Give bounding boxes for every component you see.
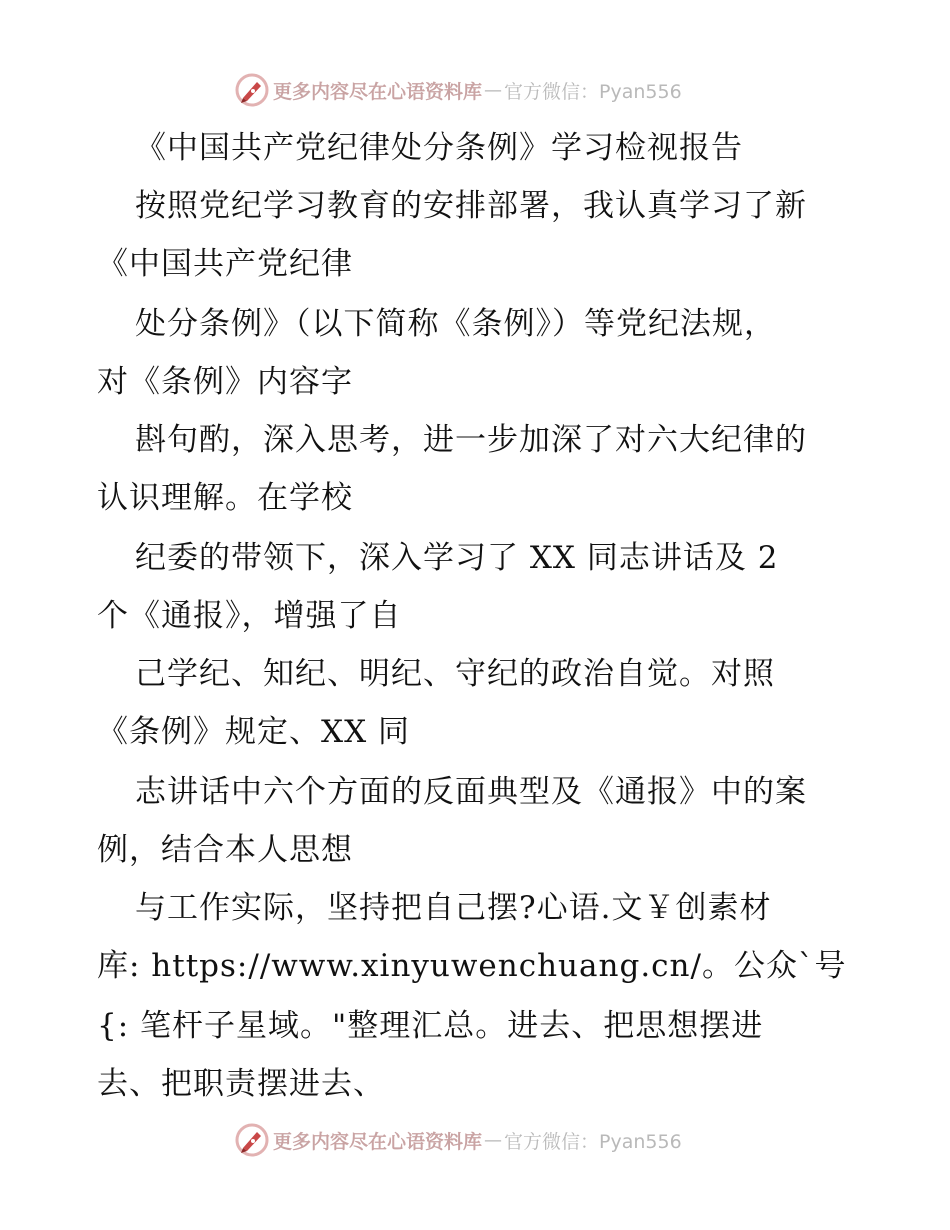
text-line: 志讲话中六个方面的反面典型及《通报》中的案: [135, 774, 807, 810]
text-line: 斟句酌，深入思考，进一步加深了对六大纪律的: [135, 422, 807, 458]
text-line: 个《通报》，增强了自: [97, 598, 402, 634]
text-line: 《中国共产党纪律: [97, 246, 353, 282]
text-line: 库: https://www.xinyuwenchuang.cn/。公众`号: [97, 948, 847, 984]
text-line: 例，结合本人思想: [97, 832, 353, 868]
banner-dash: —: [484, 1129, 503, 1151]
banner-brand-text: 更多内容尽在心语资料库: [273, 1130, 483, 1153]
text-line: 《条例》规定、XX 同: [97, 714, 410, 750]
banner-dash: —: [484, 79, 503, 101]
text-line: 认识理解。在学校: [97, 480, 353, 516]
text-line: 处分条例》（以下简称《条例》）等党纪法规，: [135, 306, 776, 342]
footer-watermark-banner: [235, 1122, 682, 1158]
banner-wechat-text: 官方微信：Pyan556: [504, 1130, 682, 1153]
pen-logo-icon: [235, 1123, 269, 1157]
header-watermark-banner: [235, 72, 682, 108]
text-line: 对《条例》内容字: [97, 364, 353, 400]
text-line: 己学纪、知纪、明纪、守纪的政治自觉。对照: [135, 656, 775, 692]
banner-brand-text: 更多内容尽在心语资料库: [273, 80, 483, 103]
pen-logo-icon: [235, 73, 269, 107]
text-line: 去、把职责摆进去、: [97, 1066, 385, 1102]
text-line: 纪委的带领下，深入学习了 XX 同志讲话及 2: [135, 540, 779, 576]
document-title: 《中国共产党纪律处分条例》学习检视报告: [135, 130, 743, 166]
banner-wechat-text: 官方微信：Pyan556: [504, 80, 682, 103]
text-line: 与工作实际，坚持把自己摆?心语.文￥创素材: [135, 890, 772, 926]
text-line: 按照党纪学习教育的安排部署，我认真学习了新: [135, 188, 807, 224]
text-line: {: 笔杆子星域。"整理汇总。进去、把思想摆进: [97, 1008, 764, 1044]
